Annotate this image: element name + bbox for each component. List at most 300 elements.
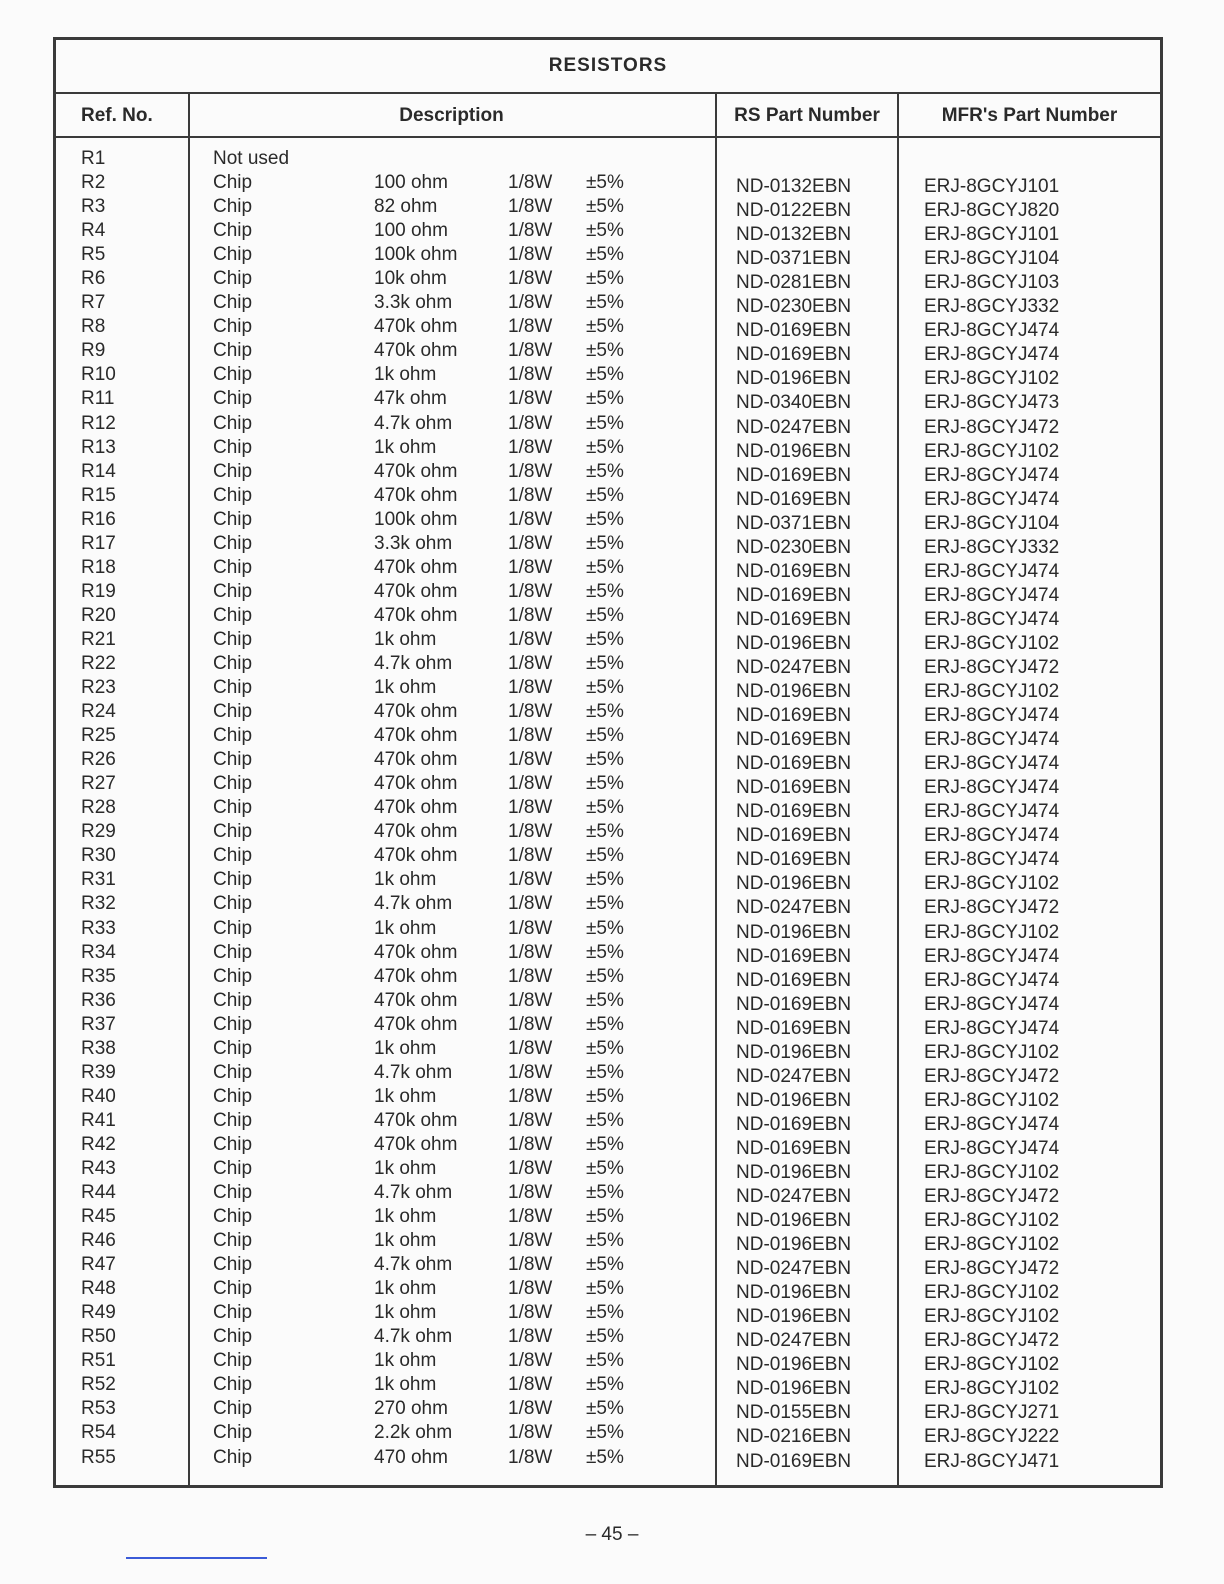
ref-no-cell: R7 <box>81 292 106 314</box>
wattage-cell: 1/8W <box>508 628 553 650</box>
value-cell: 470k ohm <box>374 845 458 867</box>
value-cell: 470k ohm <box>374 316 458 338</box>
value-cell: 470k ohm <box>374 1133 458 1155</box>
mfr-part-number-cell: ERJ-8GCYJ474 <box>924 1137 1060 1159</box>
tolerance-cell: ±5% <box>586 1182 624 1204</box>
table-row <box>56 340 1160 364</box>
ref-no-cell: R33 <box>81 917 116 939</box>
type-cell: Chip <box>213 989 253 1011</box>
ref-no-cell: R24 <box>81 701 116 723</box>
tolerance-cell: ±5% <box>586 725 624 747</box>
type-cell: Chip <box>213 484 253 506</box>
wattage-cell: 1/8W <box>508 893 553 915</box>
ref-no-cell: R34 <box>81 941 116 963</box>
wattage-cell: 1/8W <box>508 652 553 674</box>
mfr-part-number-cell: ERJ-8GCYJ474 <box>924 705 1060 727</box>
wattage-cell: 1/8W <box>508 725 553 747</box>
wattage-cell: 1/8W <box>508 292 553 314</box>
wattage-cell: 1/8W <box>508 749 553 771</box>
rs-part-number-cell: ND-0196EBN <box>736 632 852 654</box>
wattage-cell: 1/8W <box>508 532 553 554</box>
value-cell: 100 ohm <box>374 172 448 194</box>
value-cell: 470k ohm <box>374 989 458 1011</box>
value-cell: 1k ohm <box>374 1085 437 1107</box>
type-cell: Chip <box>213 677 253 699</box>
value-cell: 1k ohm <box>374 1206 437 1228</box>
tolerance-cell: ±5% <box>586 749 624 771</box>
rs-part-number-cell: ND-0230EBN <box>736 536 852 558</box>
tolerance-cell: ±5% <box>586 1133 624 1155</box>
table-row <box>56 581 1160 605</box>
tolerance-cell: ±5% <box>586 1422 624 1444</box>
table-row <box>56 1326 1160 1350</box>
rs-part-number-cell: ND-0169EBN <box>736 1137 852 1159</box>
table-row <box>56 821 1160 845</box>
value-cell: 1k ohm <box>374 917 437 939</box>
tolerance-cell: ±5% <box>586 1206 624 1228</box>
type-cell: Chip <box>213 725 253 747</box>
type-cell: Chip <box>213 1013 253 1035</box>
value-cell: 1k ohm <box>374 1302 437 1324</box>
rs-part-number-cell: ND-0169EBN <box>736 464 852 486</box>
wattage-cell: 1/8W <box>508 484 553 506</box>
tolerance-cell: ±5% <box>586 172 624 194</box>
type-cell: Chip <box>213 1422 253 1444</box>
ref-no-cell: R42 <box>81 1133 116 1155</box>
value-cell: 4.7k ohm <box>374 652 453 674</box>
page-number: – 45 – <box>585 1524 639 1545</box>
value-cell: 470k ohm <box>374 701 458 723</box>
ref-no-cell: R47 <box>81 1254 116 1276</box>
ref-no-cell: R48 <box>81 1278 116 1300</box>
table-row <box>56 244 1160 268</box>
rs-part-number-cell: ND-0196EBN <box>736 681 852 703</box>
wattage-cell: 1/8W <box>508 1446 553 1468</box>
wattage-cell: 1/8W <box>508 773 553 795</box>
table-row <box>56 1447 1160 1471</box>
ref-no-cell: R4 <box>81 220 106 242</box>
value-cell: 470k ohm <box>374 1013 458 1035</box>
ref-no-cell: R10 <box>81 364 116 386</box>
header-description: Description <box>188 94 715 138</box>
rs-part-number-cell: ND-0122EBN <box>736 200 852 222</box>
value-cell: 270 ohm <box>374 1398 448 1420</box>
table-row <box>56 1278 1160 1302</box>
table-row <box>56 1206 1160 1230</box>
wattage-cell: 1/8W <box>508 364 553 386</box>
wattage-cell: 1/8W <box>508 1326 553 1348</box>
tolerance-cell: ±5% <box>586 604 624 626</box>
ref-no-cell: R9 <box>81 340 106 362</box>
ref-no-cell: R36 <box>81 989 116 1011</box>
table-row <box>56 437 1160 461</box>
type-cell: Chip <box>213 773 253 795</box>
ref-no-cell: R6 <box>81 268 106 290</box>
ref-no-cell: R15 <box>81 484 116 506</box>
rs-part-number-cell: ND-0247EBN <box>736 1065 852 1087</box>
ref-no-cell: R45 <box>81 1206 116 1228</box>
mfr-part-number-cell: ERJ-8GCYJ102 <box>924 1282 1060 1304</box>
tolerance-cell: ±5% <box>586 677 624 699</box>
value-cell: 4.7k ohm <box>374 893 453 915</box>
wattage-cell: 1/8W <box>508 1422 553 1444</box>
mfr-part-number-cell: ERJ-8GCYJ474 <box>924 1113 1060 1135</box>
value-cell: 470k ohm <box>374 773 458 795</box>
value-cell: 470k ohm <box>374 725 458 747</box>
mfr-part-number-cell: ERJ-8GCYJ102 <box>924 440 1060 462</box>
tolerance-cell: ±5% <box>586 652 624 674</box>
ref-no-cell: R35 <box>81 965 116 987</box>
rs-part-number-cell: ND-0340EBN <box>736 392 852 414</box>
mfr-part-number-cell: ERJ-8GCYJ474 <box>924 849 1060 871</box>
ref-no-cell: R3 <box>81 196 106 218</box>
tolerance-cell: ±5% <box>586 1350 624 1372</box>
tolerance-cell: ±5% <box>586 220 624 242</box>
ref-no-cell: R51 <box>81 1350 116 1372</box>
rs-part-number-cell: ND-0371EBN <box>736 248 852 270</box>
mfr-part-number-cell: ERJ-8GCYJ102 <box>924 1041 1060 1063</box>
table-row <box>56 942 1160 966</box>
rs-part-number-cell: ND-0169EBN <box>736 849 852 871</box>
value-cell: 4.7k ohm <box>374 1326 453 1348</box>
type-cell: Chip <box>213 1157 253 1179</box>
wattage-cell: 1/8W <box>508 1037 553 1059</box>
mfr-part-number-cell: ERJ-8GCYJ472 <box>924 1065 1060 1087</box>
table-row <box>56 1374 1160 1398</box>
wattage-cell: 1/8W <box>508 316 553 338</box>
table-row <box>56 196 1160 220</box>
table-row <box>56 797 1160 821</box>
wattage-cell: 1/8W <box>508 677 553 699</box>
ref-no-cell: R16 <box>81 508 116 530</box>
table-row <box>56 773 1160 797</box>
type-cell: Chip <box>213 965 253 987</box>
rs-part-number-cell: ND-0196EBN <box>736 1089 852 1111</box>
mfr-part-number-cell: ERJ-8GCYJ332 <box>924 536 1060 558</box>
value-cell: 470k ohm <box>374 484 458 506</box>
table-row <box>56 1110 1160 1134</box>
table-row <box>56 1086 1160 1110</box>
value-cell: 470k ohm <box>374 340 458 362</box>
wattage-cell: 1/8W <box>508 1182 553 1204</box>
ref-no-cell: R28 <box>81 797 116 819</box>
table-row <box>56 1014 1160 1038</box>
mfr-part-number-cell: ERJ-8GCYJ101 <box>924 224 1060 246</box>
wattage-cell: 1/8W <box>508 580 553 602</box>
ref-no-cell: R52 <box>81 1374 116 1396</box>
mfr-part-number-cell: ERJ-8GCYJ471 <box>924 1450 1060 1472</box>
value-cell: 2.2k ohm <box>374 1422 453 1444</box>
type-cell: Chip <box>213 701 253 723</box>
mfr-part-number-cell: ERJ-8GCYJ474 <box>924 969 1060 991</box>
value-cell: 1k ohm <box>374 1278 437 1300</box>
type-cell: Chip <box>213 1182 253 1204</box>
value-cell: 470 ohm <box>374 1446 448 1468</box>
table-row <box>56 413 1160 437</box>
type-cell: Chip <box>213 1109 253 1131</box>
table-row <box>56 1038 1160 1062</box>
type-cell: Chip <box>213 364 253 386</box>
resistors-table <box>53 37 1163 1488</box>
mfr-part-number-cell: ERJ-8GCYJ474 <box>924 488 1060 510</box>
wattage-cell: 1/8W <box>508 1230 553 1252</box>
ref-no-cell: R31 <box>81 869 116 891</box>
mfr-part-number-cell: ERJ-8GCYJ102 <box>924 1306 1060 1328</box>
ref-no-cell: R39 <box>81 1061 116 1083</box>
mfr-part-number-cell: ERJ-8GCYJ104 <box>924 248 1060 270</box>
value-cell: 470k ohm <box>374 749 458 771</box>
table-row <box>56 677 1160 701</box>
ref-no-cell: R32 <box>81 893 116 915</box>
table-row <box>56 725 1160 749</box>
rs-part-number-cell: ND-0196EBN <box>736 873 852 895</box>
type-cell: Chip <box>213 652 253 674</box>
value-cell: 100 ohm <box>374 220 448 242</box>
type-cell: Chip <box>213 869 253 891</box>
wattage-cell: 1/8W <box>508 965 553 987</box>
mfr-part-number-cell: ERJ-8GCYJ102 <box>924 873 1060 895</box>
table-row <box>56 485 1160 509</box>
rs-part-number-cell: ND-0247EBN <box>736 1186 852 1208</box>
ref-no-cell: R18 <box>81 556 116 578</box>
table-row <box>56 1422 1160 1446</box>
rs-part-number-cell: ND-0169EBN <box>736 320 852 342</box>
wattage-cell: 1/8W <box>508 556 553 578</box>
ref-no-cell: R5 <box>81 244 106 266</box>
rs-part-number-cell: ND-0132EBN <box>736 176 852 198</box>
type-cell: Chip <box>213 1326 253 1348</box>
tolerance-cell: ±5% <box>586 1254 624 1276</box>
value-cell: 4.7k ohm <box>374 1254 453 1276</box>
wattage-cell: 1/8W <box>508 1254 553 1276</box>
table-row <box>56 557 1160 581</box>
type-cell: Chip <box>213 244 253 266</box>
value-cell: 4.7k ohm <box>374 412 453 434</box>
type-cell: Chip <box>213 1061 253 1083</box>
rs-part-number-cell: ND-0155EBN <box>736 1402 852 1424</box>
mfr-part-number-cell: ERJ-8GCYJ472 <box>924 656 1060 678</box>
value-cell: 1k ohm <box>374 1037 437 1059</box>
value-cell: 470k ohm <box>374 604 458 626</box>
tolerance-cell: ±5% <box>586 244 624 266</box>
mfr-part-number-cell: ERJ-8GCYJ472 <box>924 1186 1060 1208</box>
type-cell: Chip <box>213 1350 253 1372</box>
tolerance-cell: ±5% <box>586 412 624 434</box>
wattage-cell: 1/8W <box>508 1109 553 1131</box>
wattage-cell: 1/8W <box>508 1302 553 1324</box>
ref-no-cell: R38 <box>81 1037 116 1059</box>
mfr-part-number-cell: ERJ-8GCYJ472 <box>924 416 1060 438</box>
rs-part-number-cell: ND-0169EBN <box>736 488 852 510</box>
wattage-cell: 1/8W <box>508 196 553 218</box>
wattage-cell: 1/8W <box>508 1061 553 1083</box>
value-cell: 82 ohm <box>374 196 438 218</box>
ref-no-cell: R13 <box>81 436 116 458</box>
table-row <box>56 1158 1160 1182</box>
table-row <box>56 653 1160 677</box>
value-cell: 470k ohm <box>374 460 458 482</box>
value-cell: 100k ohm <box>374 508 458 530</box>
mfr-part-number-cell: ERJ-8GCYJ472 <box>924 1258 1060 1280</box>
ref-no-cell: R40 <box>81 1085 116 1107</box>
ref-no-cell: R21 <box>81 628 116 650</box>
rs-part-number-cell: ND-0196EBN <box>736 921 852 943</box>
table-row <box>56 701 1160 725</box>
table-body <box>56 148 1160 1471</box>
type-cell: Chip <box>213 412 253 434</box>
table-row <box>56 629 1160 653</box>
mfr-part-number-cell: ERJ-8GCYJ474 <box>924 993 1060 1015</box>
type-cell: Chip <box>213 196 253 218</box>
tolerance-cell: ±5% <box>586 893 624 915</box>
type-cell: Chip <box>213 388 253 410</box>
rs-part-number-cell: ND-0371EBN <box>736 512 852 534</box>
wattage-cell: 1/8W <box>508 1278 553 1300</box>
mfr-part-number-cell: ERJ-8GCYJ474 <box>924 825 1060 847</box>
wattage-cell: 1/8W <box>508 821 553 843</box>
mfr-part-number-cell: ERJ-8GCYJ102 <box>924 1234 1060 1256</box>
value-cell: 1k ohm <box>374 869 437 891</box>
tolerance-cell: ±5% <box>586 268 624 290</box>
type-cell: Chip <box>213 316 253 338</box>
wattage-cell: 1/8W <box>508 508 553 530</box>
tolerance-cell: ±5% <box>586 316 624 338</box>
tolerance-cell: ±5% <box>586 845 624 867</box>
tolerance-cell: ±5% <box>586 989 624 1011</box>
rs-part-number-cell: ND-0196EBN <box>736 1161 852 1183</box>
type-cell: Chip <box>213 460 253 482</box>
rs-part-number-cell: ND-0132EBN <box>736 224 852 246</box>
rs-part-number-cell: ND-0247EBN <box>736 416 852 438</box>
tolerance-cell: ±5% <box>586 917 624 939</box>
mfr-part-number-cell: ERJ-8GCYJ271 <box>924 1402 1060 1424</box>
mfr-part-number-cell: ERJ-8GCYJ474 <box>924 777 1060 799</box>
wattage-cell: 1/8W <box>508 1013 553 1035</box>
mfr-part-number-cell: ERJ-8GCYJ102 <box>924 681 1060 703</box>
ref-no-cell: R23 <box>81 677 116 699</box>
decorative-line <box>126 1557 267 1559</box>
type-cell: Chip <box>213 1206 253 1228</box>
tolerance-cell: ±5% <box>586 628 624 650</box>
wattage-cell: 1/8W <box>508 244 553 266</box>
type-cell: Chip <box>213 749 253 771</box>
tolerance-cell: ±5% <box>586 1446 624 1468</box>
type-cell: Chip <box>213 1278 253 1300</box>
table-row <box>56 1350 1160 1374</box>
header-mfr-part: MFR's Part Number <box>899 94 1160 138</box>
value-cell: 470k ohm <box>374 556 458 578</box>
rs-part-number-cell: ND-0196EBN <box>736 1378 852 1400</box>
type-cell: Chip <box>213 1085 253 1107</box>
ref-no-cell: R49 <box>81 1302 116 1324</box>
tolerance-cell: ±5% <box>586 292 624 314</box>
mfr-part-number-cell: ERJ-8GCYJ474 <box>924 945 1060 967</box>
tolerance-cell: ±5% <box>586 1013 624 1035</box>
value-cell: 470k ohm <box>374 941 458 963</box>
value-cell: 470k ohm <box>374 797 458 819</box>
value-cell: 3.3k ohm <box>374 292 453 314</box>
ref-no-cell: R30 <box>81 845 116 867</box>
wattage-cell: 1/8W <box>508 604 553 626</box>
mfr-part-number-cell: ERJ-8GCYJ474 <box>924 320 1060 342</box>
table-title: RESISTORS <box>56 40 1160 94</box>
rs-part-number-cell: ND-0216EBN <box>736 1426 852 1448</box>
mfr-part-number-cell: ERJ-8GCYJ103 <box>924 272 1060 294</box>
tolerance-cell: ±5% <box>586 1085 624 1107</box>
type-cell: Chip <box>213 340 253 362</box>
ref-no-cell: R17 <box>81 532 116 554</box>
type-cell: Chip <box>213 893 253 915</box>
mfr-part-number-cell: ERJ-8GCYJ474 <box>924 464 1060 486</box>
type-cell: Chip <box>213 220 253 242</box>
mfr-part-number-cell: ERJ-8GCYJ474 <box>924 584 1060 606</box>
ref-no-cell: R1 <box>81 148 106 169</box>
ref-no-cell: R53 <box>81 1398 116 1420</box>
ref-no-cell: R37 <box>81 1013 116 1035</box>
ref-no-cell: R50 <box>81 1326 116 1348</box>
ref-no-cell: R55 <box>81 1446 116 1468</box>
wattage-cell: 1/8W <box>508 1206 553 1228</box>
mfr-part-number-cell: ERJ-8GCYJ472 <box>924 1330 1060 1352</box>
wattage-cell: 1/8W <box>508 797 553 819</box>
value-cell: 470k ohm <box>374 580 458 602</box>
mfr-part-number-cell: ERJ-8GCYJ102 <box>924 1210 1060 1232</box>
type-cell: Chip <box>213 1037 253 1059</box>
ref-no-cell: R12 <box>81 412 116 434</box>
wattage-cell: 1/8W <box>508 845 553 867</box>
table-row <box>56 893 1160 917</box>
wattage-cell: 1/8W <box>508 1374 553 1396</box>
value-cell: 470k ohm <box>374 821 458 843</box>
table-row <box>56 845 1160 869</box>
rs-part-number-cell: ND-0169EBN <box>736 801 852 823</box>
tolerance-cell: ±5% <box>586 556 624 578</box>
wattage-cell: 1/8W <box>508 869 553 891</box>
rs-part-number-cell: ND-0169EBN <box>736 1450 852 1472</box>
ref-no-cell: R44 <box>81 1182 116 1204</box>
table-row <box>56 148 1160 172</box>
value-cell: 470k ohm <box>374 965 458 987</box>
value-cell: 1k ohm <box>374 1157 437 1179</box>
tolerance-cell: ±5% <box>586 508 624 530</box>
rs-part-number-cell: ND-0169EBN <box>736 584 852 606</box>
table-row <box>56 1062 1160 1086</box>
rs-part-number-cell: ND-0247EBN <box>736 897 852 919</box>
table-row <box>56 316 1160 340</box>
value-cell: 1k ohm <box>374 628 437 650</box>
table-row <box>56 1398 1160 1422</box>
rs-part-number-cell: ND-0196EBN <box>736 1041 852 1063</box>
wattage-cell: 1/8W <box>508 1398 553 1420</box>
type-cell: Chip <box>213 604 253 626</box>
table-row <box>56 364 1160 388</box>
type-cell: Chip <box>213 556 253 578</box>
ref-no-cell: R19 <box>81 580 116 602</box>
tolerance-cell: ±5% <box>586 773 624 795</box>
table-row <box>56 1302 1160 1326</box>
tolerance-cell: ±5% <box>586 532 624 554</box>
table-row <box>56 172 1160 196</box>
rs-part-number-cell: ND-0169EBN <box>736 705 852 727</box>
rs-part-number-cell: ND-0169EBN <box>736 1017 852 1039</box>
table-row <box>56 918 1160 942</box>
mfr-part-number-cell: ERJ-8GCYJ222 <box>924 1426 1060 1448</box>
value-cell: 4.7k ohm <box>374 1182 453 1204</box>
ref-no-cell: R54 <box>81 1422 116 1444</box>
table-row <box>56 292 1160 316</box>
value-cell: 4.7k ohm <box>374 1061 453 1083</box>
type-cell: Chip <box>213 1302 253 1324</box>
